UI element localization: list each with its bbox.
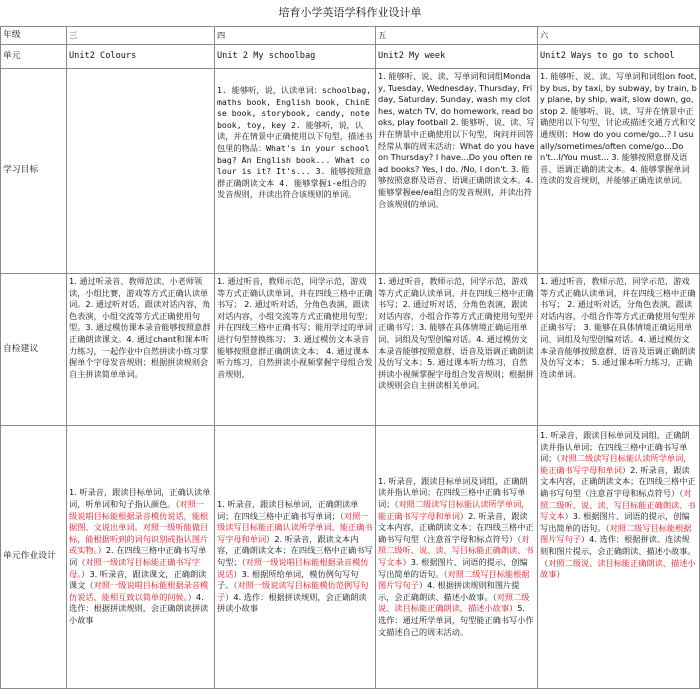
unit-row bbox=[1, 45, 700, 69]
learning-goals-row bbox=[1, 69, 700, 274]
grade-col-4: 六 bbox=[538, 27, 700, 45]
target-note: 对照二级读写目标能认读所学单词，能正确书写字母和单词 bbox=[540, 453, 692, 475]
target-note: 对照一级说唱目标能根据录音模仿说话 bbox=[217, 557, 369, 579]
target-note: 对照二级听、说、读、写目标能正确朗读、书写文本 bbox=[378, 533, 534, 567]
unit-homework-col-1 bbox=[67, 426, 215, 689]
target-note: 对照一级读写目标能正确认读所学单词，能正确书写字母和单词 bbox=[217, 510, 373, 544]
task-text: ） bbox=[556, 569, 565, 580]
unit-homework-col-4 bbox=[538, 426, 700, 689]
worksheet-title: 培育小学英语学科作业设计单 bbox=[278, 6, 422, 19]
target-note: 对照二级读写目标能认读所学单词，能正确书写字母和单词 bbox=[378, 499, 530, 521]
self-check-col-2: 1. 通过听音，教师示范，同学示范，游戏等方式正确认读单词，并在四线三格中正确书写； 2. 通过听对话，分角色表演，跟读对话内容，小组交流等方式正确使用句型；并在四线三格中正确书写；能用学过的单词进行句型替换练习； 3. 通过模仿文本录音能够按照意群正确朗读文本； 4. 通过课本听力练习，自然拼读小视频掌握字母组合发音规则， bbox=[215, 274, 376, 426]
task-text: ）3. 根据图片、词语的提示，创编写出简单的语句。（ bbox=[378, 557, 528, 579]
target-note: 对照一级说唱目标能根据录音模仿说话，能相互致以简单的问候。 bbox=[69, 580, 209, 602]
grade-col-2: 四 bbox=[215, 27, 376, 45]
self-check-col-3: 1. 通过听音，教师示范，同学示范，游戏等方式正确认读单词，并在四线三格中正确书写；2. 通过听对话，分角色表演，跟读对话内容，小组合作等方式正确使用句型并正确书写；3. 能够在具体情境正确运用单词、词组及句型创编对话。4. 通过模仿文本录音能够按照意群、语音及语调正确朗读及仿写文本；5. 通过课本听力练习，自然拼读小视频掌握字母组合发音规则；根据拼读规则会自主拼读相关单词。 bbox=[376, 274, 538, 426]
unit-col-4: Unit2 Ways to go to school bbox=[538, 45, 700, 69]
target-note: 对照二级说、读目标能正确朗读、描述小故事 bbox=[540, 557, 696, 580]
target-note: 对照二级写目标能根据图片写句子 bbox=[378, 568, 530, 591]
target-note: 对照一级读写目标能正确书写字母。 bbox=[69, 557, 201, 579]
learning-goals-col-3: 1. 能够听、说、读、写单词和词组Monday, Tuesday, Wednesday, Thursday, Friday, Saturday, Sunday, wash my clothes, watch TV, do homework, read books, play football 2. 能够听、说、读、写并在情景中正确使用以下句型，询问并回答经常从事的周末活动：What do you have on Thursday? I have...Do you often read books? Yes, I do. /No, I don't. 3. 能够按照意群及语音、语调正确朗读文本。4. 能够掌握ee/ea组合的发音规则，并读出符合该规则的单词。 bbox=[376, 69, 538, 274]
grade-label: 年级 bbox=[1, 27, 67, 45]
unit-col-1: Unit2 Colours bbox=[67, 45, 215, 69]
task-text: ）2. 听录音，跟读文本内容，正确朗读文本；在四线三格中正确书写句型（注意首字母和标点符号）（ bbox=[540, 464, 696, 498]
unit-homework-col-2 bbox=[215, 426, 376, 689]
learning-goals-col-4: 1. 能够听、说、读、写单词和词组on foot, by bus, by taxi, by subway, by train, by plane, by ship, wait, slow down, go, stop 2. 能够听、说、读、写并在情景中正确使用以下句型，讨论或描述交通方式和交通规则：How do you come/go...? I usually/sometimes/often come/go...Don't...I/You must... 3. 能够按照意群及语音、语调正确朗读文本。4. 能够掌握单词连读的发音规则，并能够正确连读单词。 bbox=[538, 69, 700, 274]
task-text: ）5. 选作：通过所学单词，句型能正确书写小作文描述自己的周末活动。 bbox=[378, 603, 534, 637]
self-check-row bbox=[1, 274, 700, 426]
learning-goals-label: 学习目标 bbox=[1, 69, 67, 274]
target-note: 对照一级说读写目标能模仿范例写句子 bbox=[217, 580, 369, 602]
grade-col-1: 三 bbox=[67, 27, 215, 45]
task-text: ）3. 根据图片、词语的提示，创编写出简单的语句。（ bbox=[540, 511, 690, 533]
target-note: 对照一级说唱目标能根据录音模仿说话，能根据图、文说出单词。对照一级听能做目标，能根据听到的词句识别或指认图片或实物。 bbox=[69, 499, 209, 556]
learning-goals-col-1 bbox=[67, 69, 215, 274]
unit-col-3: Unit2 My week bbox=[376, 45, 538, 69]
learning-goals-col-2: 1. 能够听，说，认读单词：schoolbag, maths book, English book, ChinEse book, storybook, candy, notebook, toy, key 2. 能够听，说，认读，并在情景中正确使用以下句型，描述书包里的物品：What's in your schoolbag? An English book... What colour is it? It's... 3. 能够按照意群正确朗读文本 4. 能够掌握i-e组合的发音规则，并读出符合该规则的单词。 bbox=[215, 69, 376, 274]
task-text: 1. 听录音，跟读目标单词，正确认读单词，听单词和句子指认颜色。（ bbox=[69, 487, 211, 510]
task-text: 1. 听录音，跟读目标单词及词组，正确朗读并指认单词；在四线三格中正确书写单词；（ bbox=[540, 430, 690, 464]
self-check-label: 自检建议 bbox=[1, 274, 67, 426]
homework-design-table bbox=[0, 26, 700, 689]
task-text: ）3. 根据所给单词，模仿例句写句子。（ bbox=[217, 568, 359, 591]
target-note: 对照二级写目标能根据图片写句子 bbox=[540, 522, 692, 545]
self-check-col-4: 1. 通过听音，教师示范，同学示范，游戏等方式正确认读单词，并在四线三格中正确书写； 2. 通过听对话，分角色表演，跟读对话内容，小组合作等方式正确使用句型并正确书写； 3. 能够在具体情境正确运用单词、词组及句型创编对话。4. 通过模仿文本录音能够按照意群、语音及语调正确朗读及仿写文本； 5. 通过课本听力练习，正确连读单词。 bbox=[538, 274, 700, 426]
task-text: ）3. 听录音，跟读课文，正确朗读课文（ bbox=[69, 568, 207, 591]
task-text: ）4. 选作：根据拼读规则，会正确朗读拼读小故事 bbox=[69, 591, 209, 625]
task-text: 1. 听录音，跟读目标单词，正确朗读单词；在四线三格中正确书写单词；（ bbox=[217, 499, 359, 521]
target-note: 对照二级听、说、读、写目标能正确朗读、书写文本 bbox=[540, 487, 696, 522]
unit-homework-col-3 bbox=[376, 426, 538, 689]
self-check-col-1: 1. 通过听录音、教师范读、小老师领读，小组比赛，游戏等方式正确认读单词。2. 通过听对话，跟读对话内容，角色表演，小组交流等方式正确使用句型。3. 通过模仿课本录音能够按照意群正确朗读课文。4. 通过chant和课本听力练习，一起作业中自然拼读小练习掌握单个字母发音规则；根据拼读规则会自主拼读简单单词。 bbox=[67, 274, 215, 426]
task-text: 1. 听录音，跟读目标单词及词组，正确朗读并指认单词；在四线三格中正确书写单词；（ bbox=[378, 475, 528, 510]
target-note: 对照二级说、读目标能正确朗读、描述小故事 bbox=[378, 591, 530, 614]
unit-homework-label: 单元作业设计 bbox=[1, 426, 67, 689]
task-text: ）2. 听录音，跟读文本内容，正确朗读文本；在四线三格中正确书写句型；（ bbox=[217, 533, 373, 567]
grade-row bbox=[1, 27, 700, 45]
unit-homework-row bbox=[1, 426, 700, 689]
task-text: ）4. 根据拼读规则和图片提示，会正确朗读、描述小故事。（ bbox=[378, 580, 520, 602]
task-text: ）2. 听录音，跟读文本内容，正确朗读文本；在四线三格中正确书写句型（注意首字母和标点符号）（ bbox=[378, 510, 534, 544]
task-text: ）4. 选作：根据拼读、连读规则和图片提示，会正确朗读、描述小故事。（ bbox=[540, 534, 696, 568]
grade-col-3: 五 bbox=[376, 27, 538, 45]
unit-label: 单元 bbox=[1, 45, 67, 69]
task-text: ）2. 在四线三格中正确书写单词（ bbox=[69, 545, 207, 567]
unit-col-2: Unit 2 My schoolbag bbox=[215, 45, 376, 69]
task-text: ）4. 选作：根据拼读规则，会正确朗读拼读小故事 bbox=[217, 591, 367, 614]
